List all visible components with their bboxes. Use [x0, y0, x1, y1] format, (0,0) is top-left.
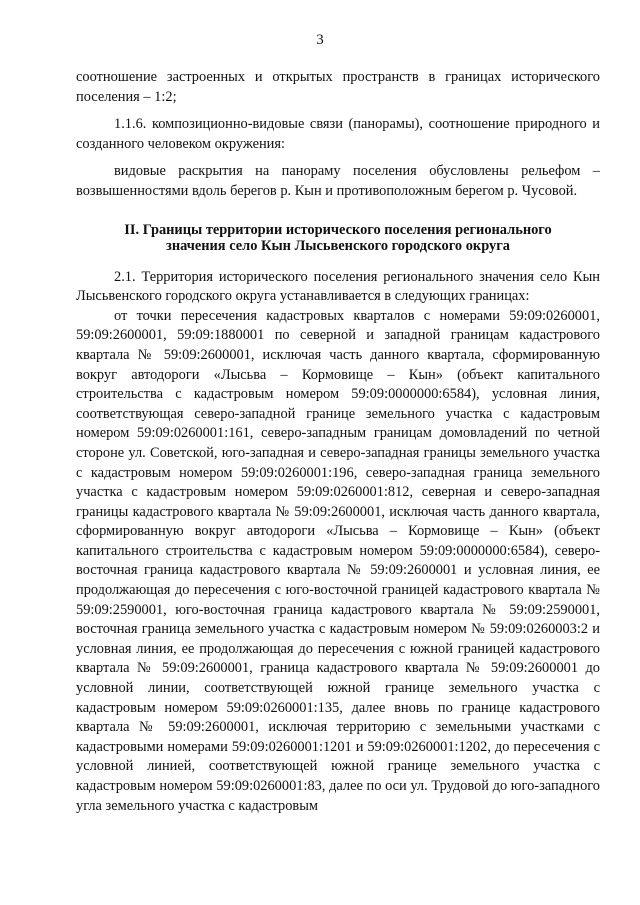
paragraph-1-1-6: 1.1.6. композиционно-видовые связи (панорамы), соотношение природного и созданного человеком окружения: [76, 116, 600, 152]
section-heading [76, 222, 600, 254]
paragraph-boundary-description: от точки пересечения кадастровых кварталов с номерами 59:09:0260001, 59:09:2600001, 59:09:1880001 по северной и западной границам кадастрового квартала № 59:09:2600001, исключая часть данного квартала, сформированную вокруг автодороги «Лысьва – Кормовище – Кын» (объект капитального строительства с кадастровым номером 59:09:0000000:6584), условная линия, соответствующая северо-западной границе земельного участка с кадастровым номером 59:09:0260001:161, северо-западным границам домовладений по четной стороне ул. Советской, юго-западная и северо-западная границы земельного участка с кадастровым номером 59:09:0260001:196, северо-западная граница земельного участка с кадастровым номером 59:09:0260001:812, северная и северо-западная границы кадастрового квартала № 59:09:2600001, исключая часть данного квартала, сформированную вокруг автодороги «Лысьва – Кормовище – Кын» (объект капитального строительства с кадастровым номером 59:09:0000000:6584), северо-восточная граница кадастрового квартала № 59:09:2600001 и условная линия, ее продолжающая до пересечения с юго-восточной границей кадастрового квартала № 59:09:2590001, юго-восточная граница кадастрового квартала № 59:09:2590001, восточная граница земельного участка с кадастровым номером № 59:09:0260003:2 и условная линия, ее продолжающая до пересечения с южной границей кадастрового квартала № 59:09:2600001, граница кадастрового квартала № 59:09:2600001 до условной линии, соответствующей южной границе земельного участка с кадастровым номером 59:09:0260001:135, далее вновь по границе кадастрового квартала № 59:09:2600001, исключая территорию с земельными участками с кадастровыми номерами 59:09:0260001:1201 и 59:09:0260001:1202, до пересечения с условной линией, соответствующей южной границе земельного участка с кадастровым номером 59:09:0260001:83, далее по оси ул. Трудовой до юго-западного угла земельного участка с кадастровым [76, 307, 600, 814]
section-heading-line1: II. Границы территории исторического поселения регионального [124, 221, 552, 238]
paragraph-2-1: 2.1. Территория исторического поселения регионального значения село Кын Лысьвенского городского округа устанавливается в следующих границах: [76, 268, 600, 305]
document-body [76, 68, 600, 816]
page-number: 3 [316, 32, 324, 48]
paragraph-view-openings: видовые раскрытия на панораму поселения обусловлены рельефом – возвышенностями вдоль берегов р. Кын и противоположным берегом р. Чусовой. [76, 163, 600, 199]
paragraph-built-ratio: соотношение застроенных и открытых пространств в границах исторического поселения – 1:2; [76, 69, 600, 105]
section-heading-line2: значения село Кын Лысьвенского городского округа [166, 237, 510, 254]
